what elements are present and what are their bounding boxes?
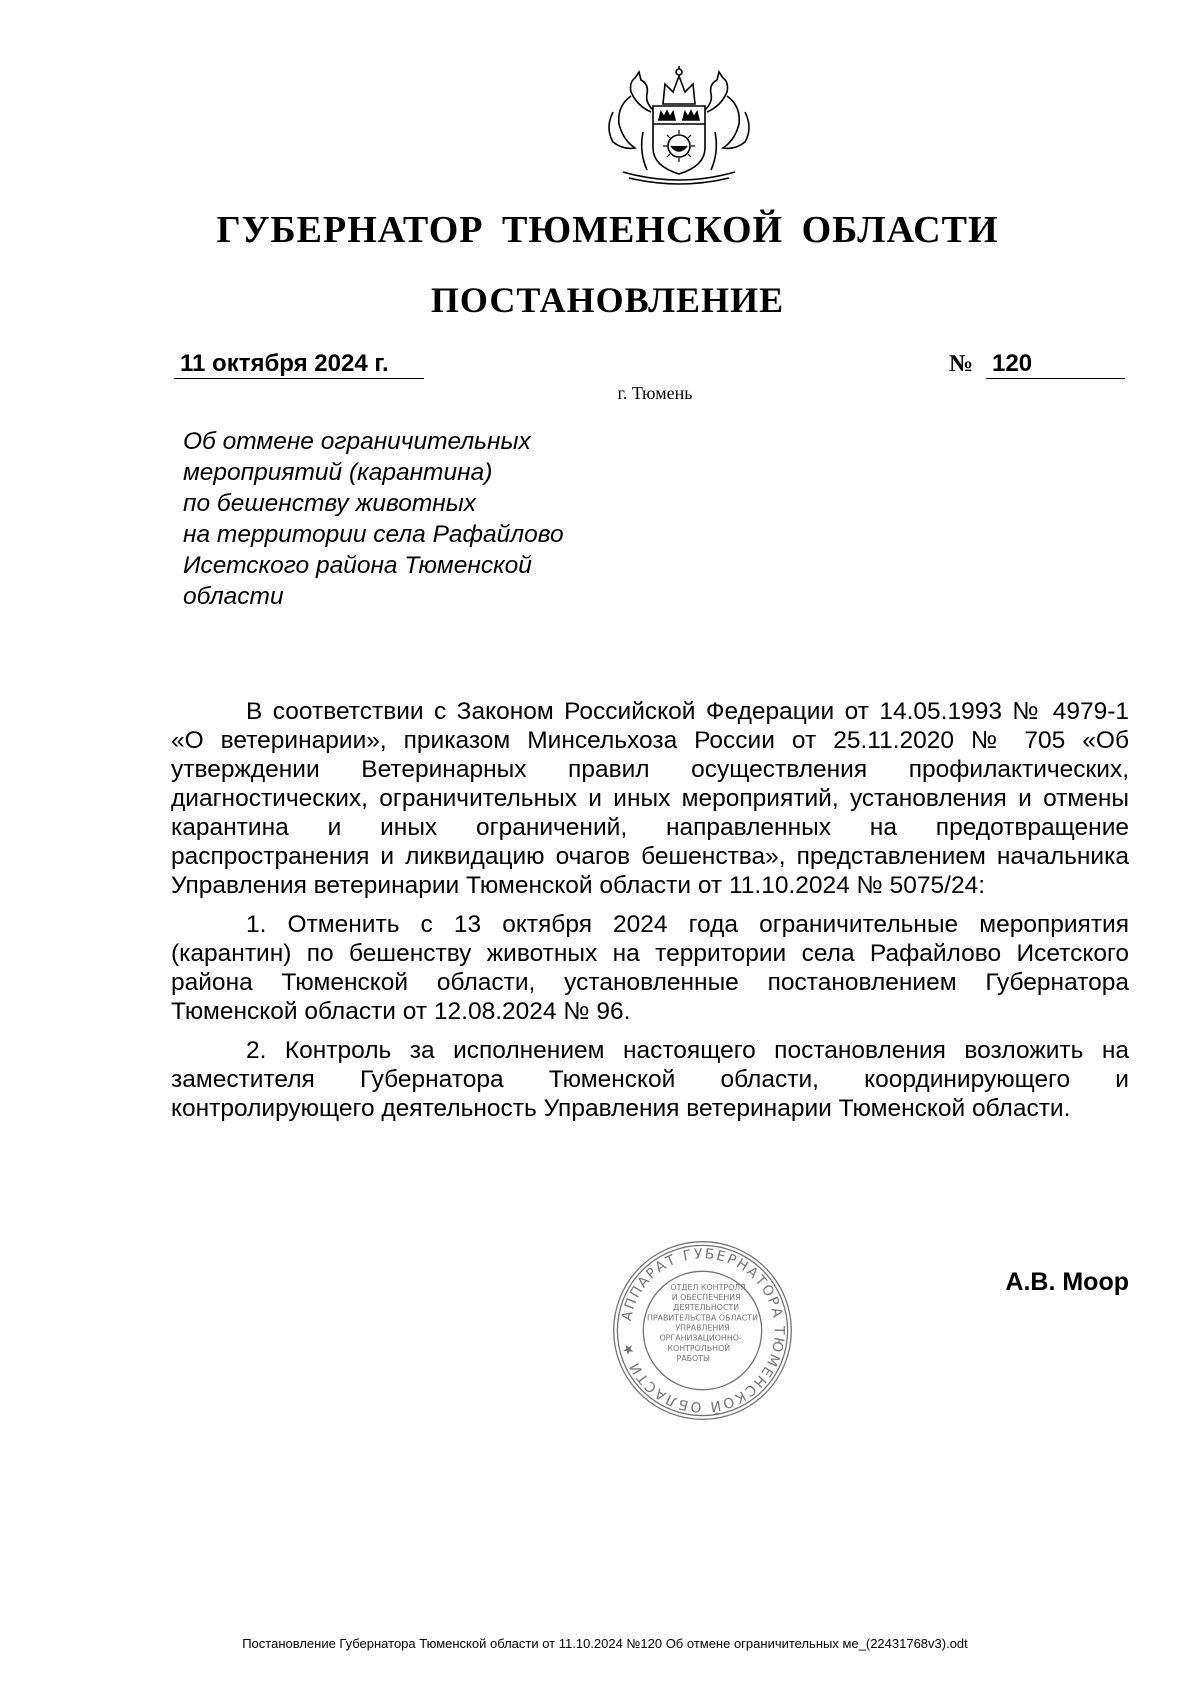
svg-text:ОРГАНИЗАЦИОННО-: ОРГАНИЗАЦИОННО- [659, 1333, 742, 1343]
svg-text:РАБОТЫ: РАБОТЫ [676, 1354, 710, 1364]
svg-text:ДЕЯТЕЛЬНОСТИ: ДЕЯТЕЛЬНОСТИ [673, 1303, 740, 1313]
issuer-title: ГУБЕРНАТОР ТЮМЕНСКОЙ ОБЛАСТИ [216, 209, 999, 251]
svg-text:АППАРАТ ГУБЕРНАТОРА ТЮМЕНСКОЙ: АППАРАТ ГУБЕРНАТОРА ТЮМЕНСКОЙ ОБЛАСТИ ★ [618, 1246, 787, 1415]
document-subject [183, 426, 623, 612]
subject-line: области [183, 583, 284, 610]
clause-paragraph: 2. Контроль за исполнением настоящего постановления возложить на заместителя Губернатора Тюменской области, координирующего и контролирующего деятельность Управления ветеринарии Тюменской области. [171, 1037, 1129, 1122]
subject-line: Об отмене ограничительных [183, 428, 531, 455]
subject-line: мероприятий (карантина) [183, 459, 493, 486]
svg-text:И ОБЕСПЕЧЕНИЯ: И ОБЕСПЕЧЕНИЯ [671, 1292, 741, 1302]
round-seal-stamp-icon [610, 1238, 795, 1423]
document-date: 11 октября 2024 г. [174, 349, 424, 379]
svg-text:ПРАВИТЕЛЬСТВА ОБЛАСТИ: ПРАВИТЕЛЬСТВА ОБЛАСТИ [647, 1313, 758, 1323]
subject-line: по бешенству животных [183, 490, 476, 517]
footer-file-name: Постановление Губернатора Тюменской области от 11.10.2024 №120 Об отмене ограничительных ме_(22431768v3).odt [242, 1636, 968, 1651]
svg-text:КОНТРОЛЬНОЙ: КОНТРОЛЬНОЙ [667, 1343, 731, 1353]
preamble-paragraph: В соответствии с Законом Российской Федерации от 14.05.1993 № 4979-1 «О ветеринарии», приказом Минсельхоза России от 25.11.2020 № 705 «Об утверждении Ветеринарных правил осуществления профилактических, диагностических, ограничительных и иных мероприятий, установления и отмены карантина и иных ограничений, направленных на предотвращение распространения и ликвидацию очагов бешенства», представлением начальника Управления ветеринарии Тюменской области от 11.10.2024 № 5075/24: [171, 698, 1129, 899]
number-sign: № [949, 351, 974, 377]
svg-text:УПРАВЛЕНИЯ: УПРАВЛЕНИЯ [675, 1323, 730, 1333]
document-number: 120 [986, 349, 1125, 379]
subject-line: на территории села Рафайлово [183, 521, 564, 548]
document-body [171, 697, 1129, 1133]
document-type-heading: ПОСТАНОВЛЕНИЕ [430, 280, 785, 320]
tyumen-oblast-coat-of-arms-icon [583, 62, 775, 186]
clause-paragraph: 1. Отменить с 13 октября 2024 года ограничительные мероприятия (карантин) по бешенству животных на территории села Рафайлово Исетского района Тюменской области, установленные постановлением Губернатора Тюменской области от 12.08.2024 № 96. [171, 911, 1129, 1025]
signatory-name: А.В. Моор [1005, 1268, 1129, 1296]
subject-line: Исетского района Тюменской [183, 552, 532, 579]
document-city: г. Тюмень [617, 383, 693, 403]
svg-text:ОТДЕЛ КОНТРОЛЯ: ОТДЕЛ КОНТРОЛЯ [670, 1282, 746, 1292]
